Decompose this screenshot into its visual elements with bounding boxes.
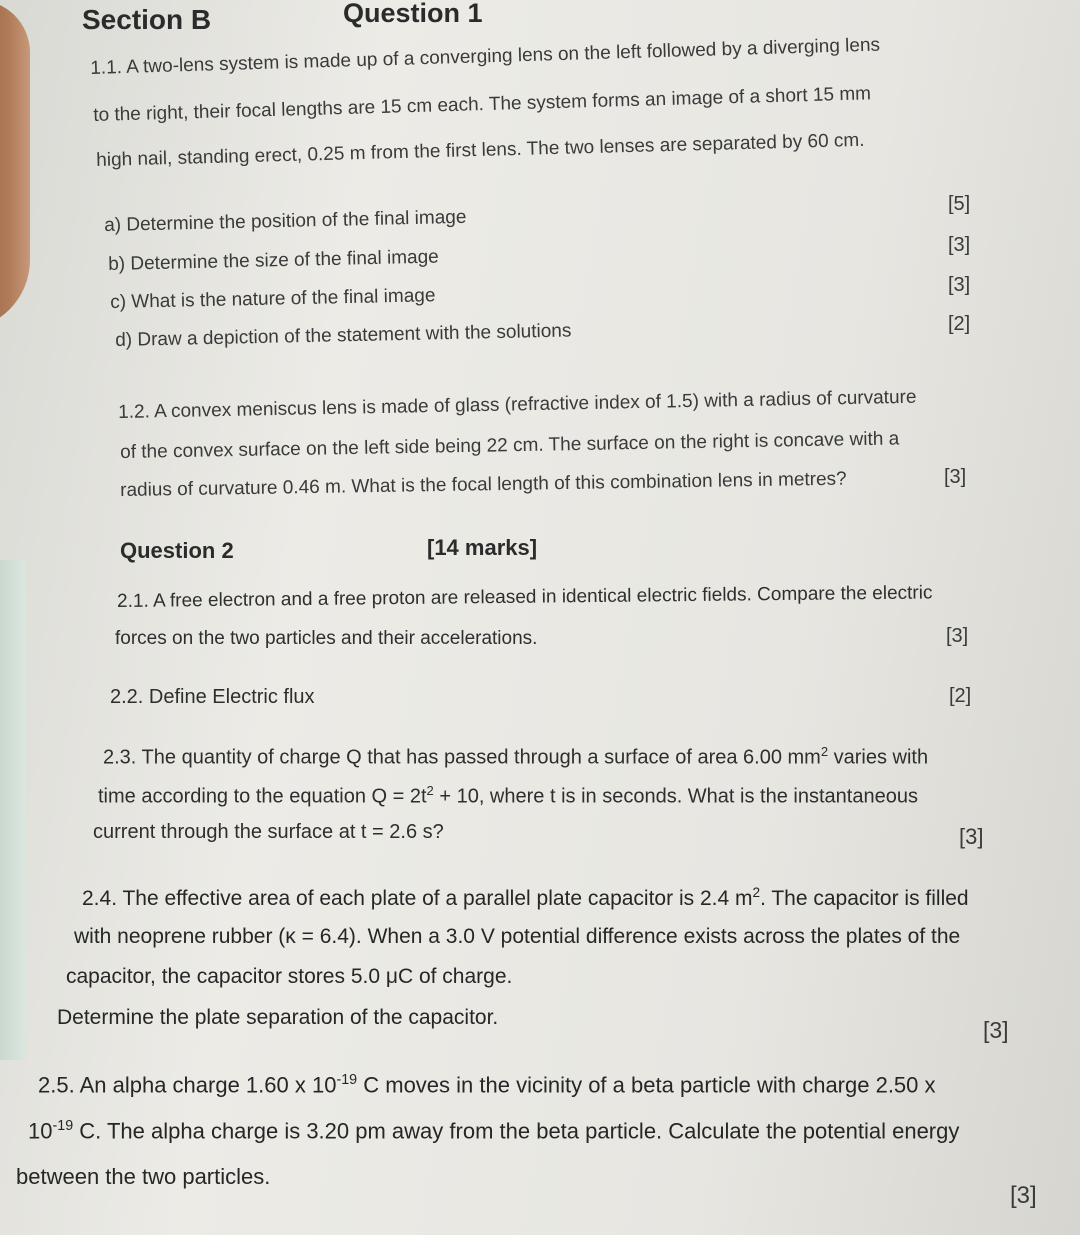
q2-5-line-1-tail: C moves in the vicinity of a beta particle with charge 2.50 x [357, 1072, 936, 1098]
q2-3-line-1-text: 2.3. The quantity of charge Q that has passed through a surface of area 6.00 mm [103, 746, 821, 769]
q2-2-text: 2.2. Define Electric flux [110, 686, 315, 708]
question-2-total-marks: [14 marks] [427, 535, 538, 560]
q1-1-part-d-marks: [2] [948, 313, 971, 335]
q2-3-line-2 [98, 783, 918, 809]
q2-3-line-1-tail: varies with [828, 746, 929, 769]
q1-2-line-1: 1.2. A convex meniscus lens is made of glass (refractive index of 1.5) with a radius of curvature [118, 386, 917, 423]
finger-shadow [0, 0, 30, 330]
q2-5-line-1-text: 2.5. An alpha charge 1.60 x 10 [38, 1072, 337, 1098]
q2-5-line-2-sup: -19 [52, 1118, 74, 1134]
q2-5-line-1-sup: -19 [336, 1072, 358, 1088]
q2-4-line-1 [82, 885, 969, 911]
q1-2-marks: [3] [944, 466, 967, 488]
q2-1-line-1: 2.1. A free electron and a free proton are released in identical electric fields. Compare the electric [117, 582, 933, 612]
q1-1-part-d: d) Draw a depiction of the statement with the solutions [115, 320, 572, 351]
q1-1-part-c: c) What is the nature of the final image [110, 285, 436, 313]
q1-1-part-b-marks: [3] [948, 234, 971, 256]
q2-5-line-1 [38, 1072, 936, 1098]
q1-1-part-c-marks: [3] [948, 274, 971, 296]
q2-4-line-4: Determine the plate separation of the capacitor. [57, 1006, 499, 1029]
question-2-title: Question 2 [120, 538, 234, 563]
q1-1-line-3: high nail, standing erect, 0.25 m from the first lens. The two lenses are separated by 60 cm. [96, 129, 865, 171]
background-paper-edge [0, 560, 26, 1060]
q2-3-line-1-sup: 2 [820, 744, 829, 759]
q1-2-line-3: radius of curvature 0.46 m. What is the focal length of this combination lens in metres? [120, 468, 847, 501]
q2-1-line-2: forces on the two particles and their accelerations. [115, 628, 538, 649]
q2-3-line-3: current through the surface at t = 2.6 s? [93, 821, 444, 843]
q2-3-line-2-text: time according to the equation Q = 2t [98, 785, 427, 808]
q2-4-line-1-sup: 2 [752, 885, 761, 900]
q1-2-line-2: of the convex surface on the left side being 22 cm. The surface on the right is concave with a [120, 428, 900, 463]
q2-5-line-2 [28, 1118, 959, 1144]
q2-5-line-2-tail: C. The alpha charge is 3.20 pm away from the beta particle. Calculate the potential energy [73, 1118, 960, 1144]
q2-4-marks: [3] [983, 1017, 1009, 1043]
q2-5-marks: [3] [1010, 1182, 1037, 1209]
question-1-title: Question 1 [343, 0, 483, 28]
q2-4-line-1-text: 2.4. The effective area of each plate of a parallel plate capacitor is 2.4 m [82, 887, 753, 910]
q2-5-line-3: between the two particles. [16, 1164, 271, 1189]
q2-5-line-2-text: 10 [28, 1118, 53, 1144]
q1-1-line-1: 1.1. A two-lens system is made up of a converging lens on the left followed by a diverging lens [90, 34, 881, 79]
q2-3-line-1 [103, 744, 928, 770]
q2-3-marks: [3] [959, 824, 984, 849]
q2-3-line-2-sup: 2 [426, 783, 434, 798]
section-title: Section B [82, 4, 212, 35]
q2-2-marks: [2] [949, 685, 972, 707]
q2-4-line-1-tail: . The capacitor is filled [760, 887, 969, 910]
q2-1-marks: [3] [946, 625, 969, 647]
q1-1-part-b: b) Determine the size of the final image [108, 246, 439, 275]
q2-4-line-2: with neoprene rubber (κ = 6.4). When a 3.0 V potential difference exists across the plates of the [74, 925, 961, 948]
q2-4-line-3: capacitor, the capacitor stores 5.0 μC of charge. [66, 965, 513, 988]
q1-1-line-2: to the right, their focal lengths are 15 cm each. The system forms an image of a short 15 mm [93, 83, 872, 126]
q1-1-part-a-marks: [5] [948, 193, 971, 215]
q1-1-part-a: a) Determine the position of the final image [104, 206, 467, 236]
q2-3-line-2-tail: + 10, where t is in seconds. What is the instantaneous [433, 785, 918, 808]
